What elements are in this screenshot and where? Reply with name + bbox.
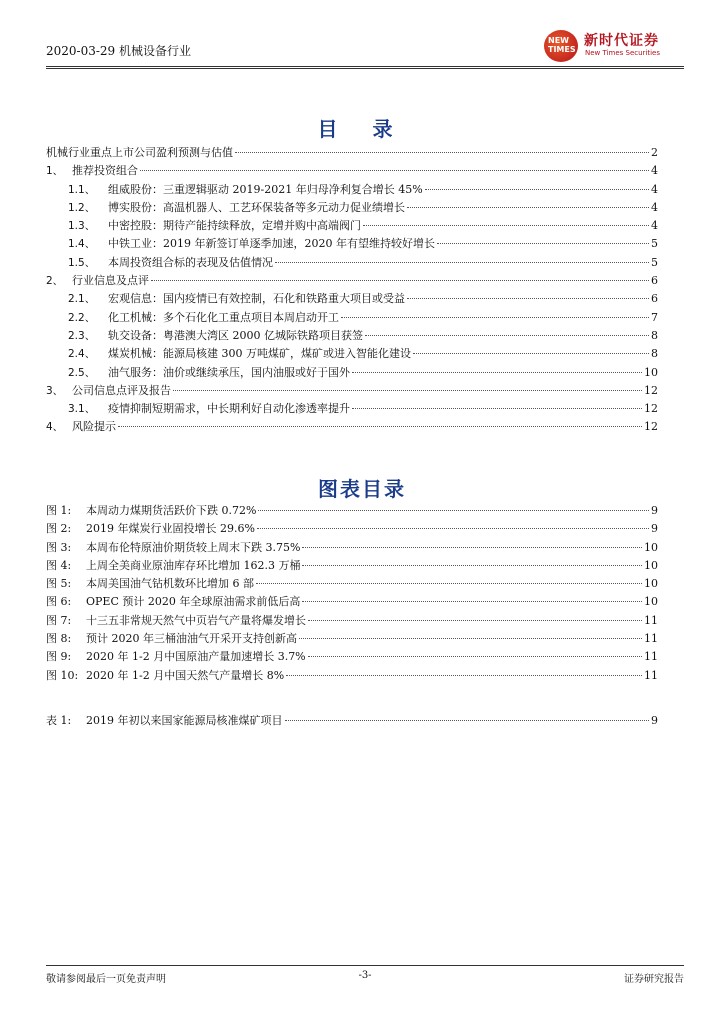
logo-badge-line2: TIMES (548, 45, 576, 54)
table-entry-leader (285, 720, 650, 721)
figure-entry-leader (257, 528, 649, 529)
toc-entry-page: 4 (651, 164, 658, 178)
footer-rule (46, 965, 684, 966)
toc-entry-leader (437, 243, 649, 244)
toc-entry-number: 1.5、 (68, 256, 96, 269)
logo-name-en: New Times Securities (585, 49, 660, 57)
toc-entry-number: 2.3、 (68, 329, 96, 342)
toc-title: 目 录 (317, 117, 407, 141)
toc-entry-number: 4、 (46, 421, 64, 434)
toc-entry-page: 4 (651, 200, 658, 214)
toc-entry-number: 1.1、 (68, 183, 96, 196)
toc-entry-number: 2、 (46, 275, 64, 288)
toc-entry[interactable] (46, 181, 658, 199)
toc-entry-title: 煤炭机械：能源局核建 300 万吨煤矿，煤矿或进入智能化建设 (108, 347, 411, 361)
footer-page-number: -3- (358, 970, 372, 981)
figure-entry-page: 10 (644, 595, 658, 609)
toc-entry[interactable] (46, 290, 658, 308)
figure-list (46, 502, 658, 685)
figure-entry-title: 2020 年 1-2 月中国天然气产量增长 8% (86, 668, 285, 682)
figure-entry-page: 10 (644, 577, 658, 591)
toc-entry-page: 5 (651, 255, 658, 269)
toc-entry-leader (173, 390, 642, 391)
figure-entry-title: 本周美国油气钻机数环比增加 6 部 (86, 577, 254, 591)
toc-entry-title: 中铁工业：2019 年新签订单逐季加速，2020 年有望维持较好增长 (108, 237, 435, 251)
toc-entry-page: 10 (644, 365, 658, 379)
toc-entry-number: 3.1、 (68, 403, 96, 416)
toc-entry-page: 4 (651, 219, 658, 233)
figure-entry-title: 上周全美商业原油库存环比增加 162.3 万桶 (86, 558, 301, 572)
figure-entry-page: 9 (651, 522, 658, 536)
figure-entry-leader (258, 510, 649, 511)
figure-entry-number: 图 9: (46, 650, 72, 664)
toc-entry-leader (352, 372, 642, 373)
toc-entry[interactable] (46, 382, 658, 400)
header-industry: 机械设备行业 (119, 44, 192, 58)
toc-entry-title: 油气服务：油价或继续承压，国内油服或好于国外 (108, 365, 350, 379)
figure-entry[interactable] (46, 593, 658, 611)
toc-entry-title: 行业信息及点评 (72, 274, 149, 288)
toc-entry-title: 宏观信息：国内疫情已有效控制，石化和铁路重大项目或受益 (108, 292, 405, 306)
figure-entry[interactable] (46, 502, 658, 520)
header-date-industry (46, 42, 191, 59)
table-list (46, 712, 658, 730)
toc-entry-number: 1.2、 (68, 201, 96, 214)
toc-entry[interactable] (46, 364, 658, 382)
toc-entry-title: 本周投资组合标的表现及估值情况 (108, 255, 273, 269)
figure-entry-leader (308, 620, 642, 621)
figure-entry-title: OPEC 预计 2020 年全球原油需求前低后高 (86, 595, 301, 609)
toc-entry-page: 8 (651, 347, 658, 361)
toc-entry-number: 2.1、 (68, 293, 96, 306)
toc-entry-page: 6 (651, 274, 658, 288)
toc-entry-leader (407, 207, 649, 208)
figure-entry-leader (286, 675, 642, 676)
toc-entry-page: 8 (651, 328, 658, 342)
figure-entry-page: 11 (644, 613, 658, 627)
figure-entry-leader (299, 638, 642, 639)
figure-entry-number: 图 6: (46, 595, 72, 609)
figure-entry-leader (256, 583, 642, 584)
toc-entry-page: 2 (651, 146, 658, 159)
figure-entry-page: 11 (644, 668, 658, 682)
toc-entry-number: 3、 (46, 384, 64, 397)
page-header (46, 28, 684, 64)
toc-entry-title: 化工机械：多个石化化工重点项目本周启动开工 (108, 310, 339, 324)
header-rule (46, 66, 684, 67)
toc-entry-leader (352, 408, 642, 409)
company-logo (544, 28, 684, 64)
figure-entry-title: 2019 年煤炭行业固投增长 29.6% (86, 522, 255, 536)
figure-entry-number: 图 10: (46, 668, 79, 682)
toc-entry[interactable] (46, 199, 658, 217)
toc-entry[interactable] (46, 345, 658, 363)
figure-entry[interactable] (46, 575, 658, 593)
toc-entry-leader (151, 280, 649, 281)
figure-entry[interactable] (46, 630, 658, 648)
toc-entry[interactable] (46, 418, 658, 436)
figure-entry-number: 图 8: (46, 632, 72, 646)
toc-entry[interactable] (46, 162, 658, 180)
figure-entry-title: 本周动力煤期货活跃价下跌 0.72% (86, 504, 257, 517)
figure-entry-page: 10 (644, 558, 658, 572)
toc-entry-page: 7 (651, 310, 658, 324)
figure-entry-number: 图 4: (46, 558, 72, 572)
toc-entry[interactable] (46, 254, 658, 272)
header-date: 2020-03-29 (46, 44, 116, 58)
toc-entry-leader (425, 189, 649, 190)
table-entry[interactable] (46, 712, 658, 730)
toc-entry-page: 12 (644, 402, 658, 416)
toc-entry-leader (118, 426, 642, 427)
figure-entry-number: 图 2: (46, 522, 72, 536)
figure-list-title: 图表目录 (318, 477, 406, 501)
toc-entry-title: 博实股份：高温机器人、工艺环保装备等多元动力促业绩增长 (108, 200, 405, 214)
figure-entry-page: 11 (644, 632, 658, 646)
toc-entry-number: 2.5、 (68, 366, 96, 379)
figure-entry-page: 10 (644, 540, 658, 554)
figure-entry-number: 图 1: (46, 504, 72, 517)
toc-entry-title: 组威股份：三重逻辑驱动 2019-2021 年归母净利复合增长 45% (108, 182, 423, 196)
toc-entry-leader (413, 353, 649, 354)
header-rule-secondary (46, 68, 684, 69)
toc-entry[interactable] (46, 235, 658, 253)
figure-entry[interactable] (46, 539, 658, 557)
toc-entry-leader (363, 225, 649, 226)
logo-badge-line1: NEW (548, 36, 569, 45)
figure-entry[interactable] (46, 520, 658, 538)
table-entry-number: 表 1: (46, 714, 72, 727)
table-entry-title: 2019 年初以来国家能源局核准煤矿项目 (86, 714, 283, 727)
toc-entry[interactable] (46, 400, 658, 418)
toc-entry-number: 2.2、 (68, 311, 96, 324)
figure-entry-leader (302, 547, 642, 548)
figure-entry[interactable] (46, 612, 658, 630)
toc-entry[interactable] (46, 272, 658, 290)
table-entry-page: 9 (651, 714, 658, 727)
toc-entry-page: 4 (651, 182, 658, 196)
toc-entry-leader (275, 262, 649, 263)
figure-entry[interactable] (46, 557, 658, 575)
figure-entry-number: 图 7: (46, 613, 72, 627)
toc-entry-leader (407, 298, 649, 299)
figure-entry-page: 11 (644, 650, 658, 664)
toc-entry[interactable] (46, 327, 658, 345)
toc-entry-title: 推荐投资组合 (72, 164, 138, 178)
toc-entry-title: 轨交设备：粤港澳大湾区 2000 亿城际铁路项目获签 (108, 328, 363, 342)
figure-entry[interactable] (46, 648, 658, 666)
toc-entry-page: 12 (644, 420, 658, 434)
toc-entry-number: 1.4、 (68, 238, 96, 251)
figure-entry-page: 9 (651, 504, 658, 517)
table-of-contents (46, 144, 658, 437)
toc-entry-title: 中密控股：期待产能持续释放，定增并购中高端阀门 (108, 219, 361, 233)
toc-entry-title: 风险提示 (72, 420, 116, 434)
toc-entry[interactable] (46, 144, 658, 162)
footer-report-type: 证券研究报告 (624, 974, 684, 985)
toc-entry[interactable] (46, 309, 658, 327)
figure-entry[interactable] (46, 667, 658, 685)
toc-entry-title: 公司信息点评及报告 (72, 383, 171, 397)
toc-entry-leader (365, 335, 649, 336)
figure-entry-number: 图 5: (46, 577, 72, 591)
figure-entry-leader (308, 656, 642, 657)
toc-entry-leader (341, 317, 649, 318)
toc-entry-title: 机械行业重点上市公司盈利预测与估值 (46, 146, 233, 159)
toc-entry-leader (140, 170, 649, 171)
figure-entry-number: 图 3: (46, 540, 72, 554)
logo-name-cn: 新时代证券 (584, 33, 659, 49)
footer-disclaimer: 敬请参阅最后一页免责声明 (46, 974, 166, 985)
figure-entry-title: 预计 2020 年三桶油油气开采开支持创新高 (86, 632, 297, 646)
figure-entry-title: 十三五非常规天然气中页岩气产量将爆发增长 (86, 613, 306, 627)
figure-entry-title: 2020 年 1-2 月中国原油产量加速增长 3.7% (86, 650, 306, 664)
toc-entry-number: 2.4、 (68, 348, 96, 361)
toc-entry-page: 12 (644, 383, 658, 397)
logo-badge-icon (544, 30, 578, 62)
toc-entry-leader (235, 152, 649, 153)
toc-entry-title: 疫情抑制短期需求，中长期利好自动化渗透率提升 (108, 402, 350, 416)
toc-entry-page: 5 (651, 237, 658, 251)
figure-entry-title: 本周布伦特原油价期货较上周末下跌 3.75% (86, 540, 301, 554)
toc-entry[interactable] (46, 217, 658, 235)
figure-entry-leader (302, 601, 642, 602)
figure-entry-leader (302, 565, 642, 566)
toc-entry-page: 6 (651, 292, 658, 306)
toc-entry-number: 1.3、 (68, 220, 96, 233)
toc-entry-number: 1、 (46, 165, 64, 178)
